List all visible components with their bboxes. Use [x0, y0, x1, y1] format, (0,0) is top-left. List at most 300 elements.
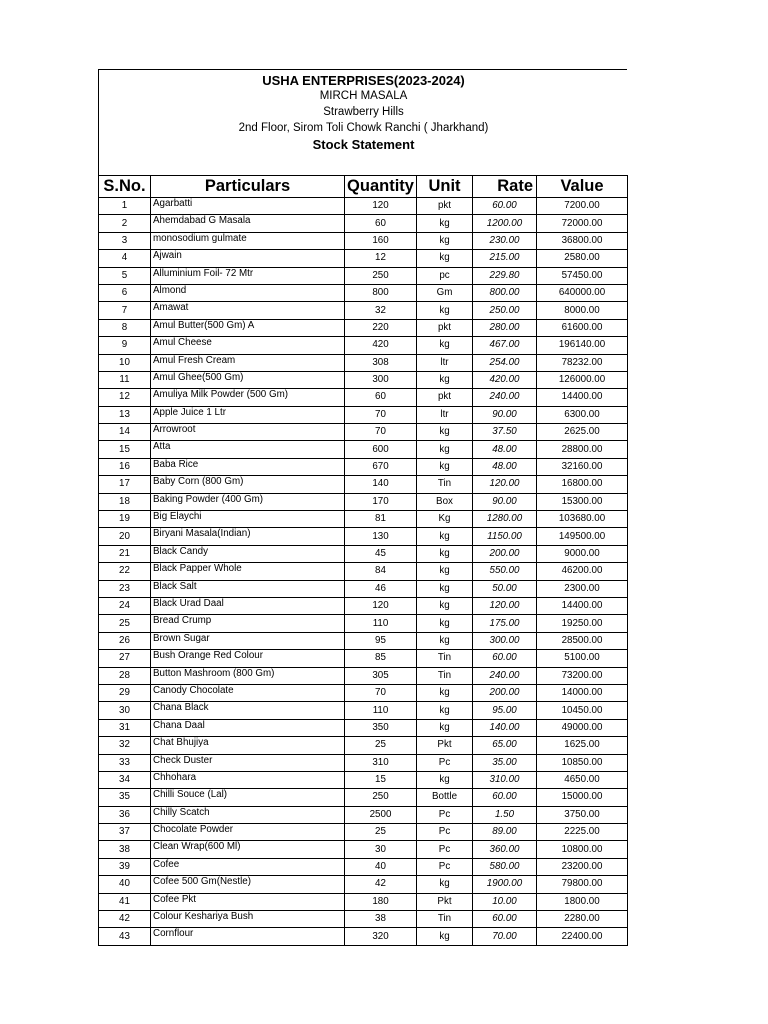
unit-cell: kg: [417, 771, 473, 788]
value-cell: 14400.00: [537, 389, 628, 406]
table-row: [99, 232, 628, 249]
quantity-cell: 110: [345, 615, 417, 632]
quantity-cell: 2500: [345, 806, 417, 823]
rate-cell: 1900.00: [473, 876, 537, 893]
unit-cell: Tin: [417, 476, 473, 493]
value-cell: 7200.00: [537, 198, 628, 215]
table-row: [99, 493, 628, 510]
value-cell: 14400.00: [537, 597, 628, 614]
unit-cell: Kg: [417, 511, 473, 528]
rate-cell: 200.00: [473, 684, 537, 701]
unit-cell: kg: [417, 528, 473, 545]
rate-cell: 280.00: [473, 319, 537, 336]
particulars-cell: Colour Keshariya Bush: [151, 911, 345, 928]
sno-cell: 24: [99, 597, 151, 614]
quantity-cell: 60: [345, 215, 417, 232]
quantity-cell: 70: [345, 684, 417, 701]
table-row: [99, 650, 628, 667]
particulars-cell: Amawat: [151, 302, 345, 319]
quantity-cell: 250: [345, 789, 417, 806]
sno-cell: 36: [99, 806, 151, 823]
value-cell: 78232.00: [537, 354, 628, 371]
value-cell: 10450.00: [537, 702, 628, 719]
sno-cell: 16: [99, 458, 151, 475]
sno-cell: 15: [99, 441, 151, 458]
value-cell: 61600.00: [537, 319, 628, 336]
unit-cell: kg: [417, 563, 473, 580]
quantity-cell: 220: [345, 319, 417, 336]
table-row: [99, 406, 628, 423]
quantity-cell: 40: [345, 858, 417, 875]
particulars-cell: Black Salt: [151, 580, 345, 597]
quantity-cell: 38: [345, 911, 417, 928]
unit-cell: Pc: [417, 754, 473, 771]
particulars-cell: Amul Fresh Cream: [151, 354, 345, 371]
rate-cell: 50.00: [473, 580, 537, 597]
unit-cell: kg: [417, 702, 473, 719]
table-row: [99, 841, 628, 858]
unit-cell: kg: [417, 684, 473, 701]
column-header-unit: Unit: [417, 176, 473, 198]
rate-cell: 229.80: [473, 267, 537, 284]
table-row: [99, 858, 628, 875]
quantity-cell: 180: [345, 893, 417, 910]
value-cell: 15000.00: [537, 789, 628, 806]
particulars-cell: Bread Crump: [151, 615, 345, 632]
statement-title: Stock Statement: [312, 137, 415, 152]
sno-cell: 27: [99, 650, 151, 667]
unit-cell: ltr: [417, 354, 473, 371]
particulars-cell: Atta: [151, 441, 345, 458]
particulars-cell: Baby Corn (800 Gm): [151, 476, 345, 493]
table-row: [99, 284, 628, 301]
rate-cell: 240.00: [473, 389, 537, 406]
value-cell: 22400.00: [537, 928, 628, 945]
value-cell: 79800.00: [537, 876, 628, 893]
quantity-cell: 46: [345, 580, 417, 597]
table-row: [99, 597, 628, 614]
column-header-rate: Rate: [473, 176, 537, 198]
stock-table: [98, 175, 628, 946]
value-cell: 14000.00: [537, 684, 628, 701]
sno-cell: 12: [99, 389, 151, 406]
particulars-cell: Amul Cheese: [151, 337, 345, 354]
table-row: [99, 702, 628, 719]
value-cell: 36800.00: [537, 232, 628, 249]
sno-cell: 35: [99, 789, 151, 806]
unit-cell: kg: [417, 632, 473, 649]
quantity-cell: 170: [345, 493, 417, 510]
value-cell: 640000.00: [537, 284, 628, 301]
unit-cell: kg: [417, 441, 473, 458]
unit-cell: kg: [417, 302, 473, 319]
unit-cell: kg: [417, 458, 473, 475]
value-cell: 3750.00: [537, 806, 628, 823]
rate-cell: 48.00: [473, 441, 537, 458]
sheet-header: [98, 69, 627, 175]
sno-cell: 4: [99, 250, 151, 267]
particulars-cell: Cofee: [151, 858, 345, 875]
table-row: [99, 371, 628, 388]
rate-cell: 420.00: [473, 371, 537, 388]
sno-cell: 25: [99, 615, 151, 632]
particulars-cell: Cofee 500 Gm(Nestle): [151, 876, 345, 893]
unit-cell: kg: [417, 615, 473, 632]
unit-cell: pc: [417, 267, 473, 284]
quantity-cell: 25: [345, 737, 417, 754]
rate-cell: 250.00: [473, 302, 537, 319]
unit-cell: kg: [417, 876, 473, 893]
unit-cell: Tin: [417, 911, 473, 928]
rate-cell: 1280.00: [473, 511, 537, 528]
sno-cell: 31: [99, 719, 151, 736]
table-row: [99, 684, 628, 701]
value-cell: 6300.00: [537, 406, 628, 423]
particulars-cell: Black Urad Daal: [151, 597, 345, 614]
value-cell: 49000.00: [537, 719, 628, 736]
rate-cell: 230.00: [473, 232, 537, 249]
rate-cell: 254.00: [473, 354, 537, 371]
rate-cell: 90.00: [473, 493, 537, 510]
table-row: [99, 806, 628, 823]
particulars-cell: Agarbatti: [151, 198, 345, 215]
rate-cell: 120.00: [473, 476, 537, 493]
unit-cell: kg: [417, 580, 473, 597]
sno-cell: 2: [99, 215, 151, 232]
unit-cell: Pkt: [417, 737, 473, 754]
unit-cell: kg: [417, 371, 473, 388]
unit-cell: kg: [417, 337, 473, 354]
sno-cell: 30: [99, 702, 151, 719]
rate-cell: 120.00: [473, 597, 537, 614]
particulars-cell: Baba Rice: [151, 458, 345, 475]
sno-cell: 39: [99, 858, 151, 875]
unit-cell: Tin: [417, 650, 473, 667]
value-cell: 2625.00: [537, 424, 628, 441]
address-line-2: 2nd Floor, Sirom Toli Chowk Ranchi ( Jharkhand): [238, 122, 489, 134]
sno-cell: 13: [99, 406, 151, 423]
rate-cell: 200.00: [473, 545, 537, 562]
sno-cell: 41: [99, 893, 151, 910]
table-row: [99, 754, 628, 771]
particulars-cell: Chat Bhujiya: [151, 737, 345, 754]
unit-cell: Bottle: [417, 789, 473, 806]
particulars-cell: Big Elaychi: [151, 511, 345, 528]
particulars-cell: Chhohara: [151, 771, 345, 788]
table-row: [99, 580, 628, 597]
particulars-cell: Apple Juice 1 Ltr: [151, 406, 345, 423]
sno-cell: 7: [99, 302, 151, 319]
value-cell: 1800.00: [537, 893, 628, 910]
rate-cell: 60.00: [473, 650, 537, 667]
value-cell: 4650.00: [537, 771, 628, 788]
table-row: [99, 528, 628, 545]
quantity-cell: 305: [345, 667, 417, 684]
rate-cell: 800.00: [473, 284, 537, 301]
sno-cell: 10: [99, 354, 151, 371]
table-row: [99, 545, 628, 562]
unit-cell: pkt: [417, 389, 473, 406]
value-cell: 15300.00: [537, 493, 628, 510]
table-row: [99, 198, 628, 215]
particulars-cell: Ahemdabad G Masala: [151, 215, 345, 232]
value-cell: 103680.00: [537, 511, 628, 528]
particulars-cell: Arrowroot: [151, 424, 345, 441]
sno-cell: 18: [99, 493, 151, 510]
sno-cell: 1: [99, 198, 151, 215]
rate-cell: 1150.00: [473, 528, 537, 545]
quantity-cell: 32: [345, 302, 417, 319]
particulars-cell: Canody Chocolate: [151, 684, 345, 701]
table-row: [99, 893, 628, 910]
rate-cell: 1200.00: [473, 215, 537, 232]
particulars-cell: Amul Ghee(500 Gm): [151, 371, 345, 388]
sno-cell: 33: [99, 754, 151, 771]
particulars-cell: monosodium gulmate: [151, 232, 345, 249]
value-cell: 149500.00: [537, 528, 628, 545]
particulars-cell: Black Papper Whole: [151, 563, 345, 580]
quantity-cell: 95: [345, 632, 417, 649]
table-row: [99, 928, 628, 945]
sno-cell: 8: [99, 319, 151, 336]
particulars-cell: Chilly Scatch: [151, 806, 345, 823]
table-row: [99, 563, 628, 580]
rate-cell: 1.50: [473, 806, 537, 823]
rate-cell: 215.00: [473, 250, 537, 267]
value-cell: 23200.00: [537, 858, 628, 875]
rate-cell: 95.00: [473, 702, 537, 719]
sno-cell: 28: [99, 667, 151, 684]
stock-statement-sheet: [98, 69, 627, 946]
table-row: [99, 476, 628, 493]
value-cell: 10800.00: [537, 841, 628, 858]
quantity-cell: 70: [345, 406, 417, 423]
rate-cell: 70.00: [473, 928, 537, 945]
quantity-cell: 320: [345, 928, 417, 945]
unit-cell: kg: [417, 424, 473, 441]
sno-cell: 29: [99, 684, 151, 701]
sno-cell: 42: [99, 911, 151, 928]
sno-cell: 5: [99, 267, 151, 284]
table-row: [99, 876, 628, 893]
table-body: [99, 198, 628, 946]
address-line-1: Strawberry Hills: [323, 106, 404, 118]
rate-cell: 60.00: [473, 198, 537, 215]
particulars-cell: Alluminium Foil- 72 Mtr: [151, 267, 345, 284]
table-row: [99, 267, 628, 284]
unit-cell: Pkt: [417, 893, 473, 910]
rate-cell: 89.00: [473, 824, 537, 841]
sno-cell: 17: [99, 476, 151, 493]
rate-cell: 37.50: [473, 424, 537, 441]
particulars-cell: Bush Orange Red Colour: [151, 650, 345, 667]
rate-cell: 10.00: [473, 893, 537, 910]
sno-cell: 32: [99, 737, 151, 754]
sno-cell: 20: [99, 528, 151, 545]
table-row: [99, 737, 628, 754]
quantity-cell: 15: [345, 771, 417, 788]
unit-cell: kg: [417, 215, 473, 232]
value-cell: 5100.00: [537, 650, 628, 667]
unit-cell: kg: [417, 719, 473, 736]
value-cell: 2225.00: [537, 824, 628, 841]
quantity-cell: 350: [345, 719, 417, 736]
unit-cell: Box: [417, 493, 473, 510]
particulars-cell: Chana Black: [151, 702, 345, 719]
particulars-cell: Brown Sugar: [151, 632, 345, 649]
value-cell: 2580.00: [537, 250, 628, 267]
column-header-value: Value: [537, 176, 628, 198]
table-row: [99, 302, 628, 319]
value-cell: 28800.00: [537, 441, 628, 458]
table-row: [99, 511, 628, 528]
sno-cell: 23: [99, 580, 151, 597]
unit-cell: pkt: [417, 198, 473, 215]
quantity-cell: 600: [345, 441, 417, 458]
sno-cell: 34: [99, 771, 151, 788]
particulars-cell: Button Mashroom (800 Gm): [151, 667, 345, 684]
quantity-cell: 310: [345, 754, 417, 771]
sno-cell: 9: [99, 337, 151, 354]
value-cell: 1625.00: [537, 737, 628, 754]
table-row: [99, 354, 628, 371]
particulars-cell: Check Duster: [151, 754, 345, 771]
unit-cell: pkt: [417, 319, 473, 336]
value-cell: 19250.00: [537, 615, 628, 632]
unit-cell: kg: [417, 597, 473, 614]
unit-cell: kg: [417, 545, 473, 562]
sno-cell: 26: [99, 632, 151, 649]
particulars-cell: Black Candy: [151, 545, 345, 562]
particulars-cell: Cornflour: [151, 928, 345, 945]
particulars-cell: Cofee Pkt: [151, 893, 345, 910]
value-cell: 126000.00: [537, 371, 628, 388]
quantity-cell: 70: [345, 424, 417, 441]
unit-cell: Gm: [417, 284, 473, 301]
quantity-cell: 85: [345, 650, 417, 667]
rate-cell: 90.00: [473, 406, 537, 423]
rate-cell: 310.00: [473, 771, 537, 788]
quantity-cell: 160: [345, 232, 417, 249]
table-row: [99, 441, 628, 458]
sno-cell: 40: [99, 876, 151, 893]
quantity-cell: 25: [345, 824, 417, 841]
quantity-cell: 308: [345, 354, 417, 371]
quantity-cell: 300: [345, 371, 417, 388]
particulars-cell: Chana Daal: [151, 719, 345, 736]
value-cell: 196140.00: [537, 337, 628, 354]
particulars-cell: Clean Wrap(600 Ml): [151, 841, 345, 858]
sno-cell: 19: [99, 511, 151, 528]
column-header-quantity: Quantity: [345, 176, 417, 198]
rate-cell: 550.00: [473, 563, 537, 580]
unit-cell: ltr: [417, 406, 473, 423]
quantity-cell: 60: [345, 389, 417, 406]
sno-cell: 14: [99, 424, 151, 441]
quantity-cell: 420: [345, 337, 417, 354]
value-cell: 32160.00: [537, 458, 628, 475]
value-cell: 46200.00: [537, 563, 628, 580]
table-row: [99, 771, 628, 788]
particulars-cell: Amul Butter(500 Gm) A: [151, 319, 345, 336]
quantity-cell: 30: [345, 841, 417, 858]
table-row: [99, 667, 628, 684]
sno-cell: 6: [99, 284, 151, 301]
particulars-cell: Chilli Souce (Lal): [151, 789, 345, 806]
column-header-particulars: Particulars: [151, 176, 345, 198]
quantity-cell: 45: [345, 545, 417, 562]
particulars-cell: Chocolate Powder: [151, 824, 345, 841]
quantity-cell: 120: [345, 198, 417, 215]
unit-cell: Pc: [417, 824, 473, 841]
unit-cell: kg: [417, 928, 473, 945]
rate-cell: 140.00: [473, 719, 537, 736]
rate-cell: 60.00: [473, 789, 537, 806]
rate-cell: 580.00: [473, 858, 537, 875]
value-cell: 16800.00: [537, 476, 628, 493]
quantity-cell: 84: [345, 563, 417, 580]
table-row: [99, 215, 628, 232]
rate-cell: 65.00: [473, 737, 537, 754]
sno-cell: 37: [99, 824, 151, 841]
particulars-cell: Ajwain: [151, 250, 345, 267]
sno-cell: 22: [99, 563, 151, 580]
table-row: [99, 719, 628, 736]
value-cell: 10850.00: [537, 754, 628, 771]
table-row: [99, 424, 628, 441]
particulars-cell: Almond: [151, 284, 345, 301]
table-row: [99, 824, 628, 841]
rate-cell: 175.00: [473, 615, 537, 632]
value-cell: 73200.00: [537, 667, 628, 684]
quantity-cell: 81: [345, 511, 417, 528]
quantity-cell: 130: [345, 528, 417, 545]
particulars-cell: Baking Powder (400 Gm): [151, 493, 345, 510]
sno-cell: 43: [99, 928, 151, 945]
value-cell: 57450.00: [537, 267, 628, 284]
quantity-cell: 42: [345, 876, 417, 893]
sno-cell: 38: [99, 841, 151, 858]
quantity-cell: 670: [345, 458, 417, 475]
table-row: [99, 632, 628, 649]
value-cell: 28500.00: [537, 632, 628, 649]
sno-cell: 3: [99, 232, 151, 249]
unit-cell: Pc: [417, 806, 473, 823]
unit-cell: Pc: [417, 858, 473, 875]
value-cell: 8000.00: [537, 302, 628, 319]
rate-cell: 60.00: [473, 911, 537, 928]
table-row: [99, 458, 628, 475]
unit-cell: kg: [417, 232, 473, 249]
rate-cell: 300.00: [473, 632, 537, 649]
rate-cell: 48.00: [473, 458, 537, 475]
quantity-cell: 140: [345, 476, 417, 493]
quantity-cell: 250: [345, 267, 417, 284]
table-row: [99, 615, 628, 632]
table-row: [99, 389, 628, 406]
table-row: [99, 250, 628, 267]
unit-cell: kg: [417, 250, 473, 267]
table-row: [99, 319, 628, 336]
column-header-sno: S.No.: [99, 176, 151, 198]
company-name: USHA ENTERPRISES(2023-2024): [262, 73, 465, 88]
table-row: [99, 337, 628, 354]
particulars-cell: Biryani Masala(Indian): [151, 528, 345, 545]
table-row: [99, 789, 628, 806]
table-header-row: [99, 176, 628, 198]
quantity-cell: 12: [345, 250, 417, 267]
sno-cell: 21: [99, 545, 151, 562]
